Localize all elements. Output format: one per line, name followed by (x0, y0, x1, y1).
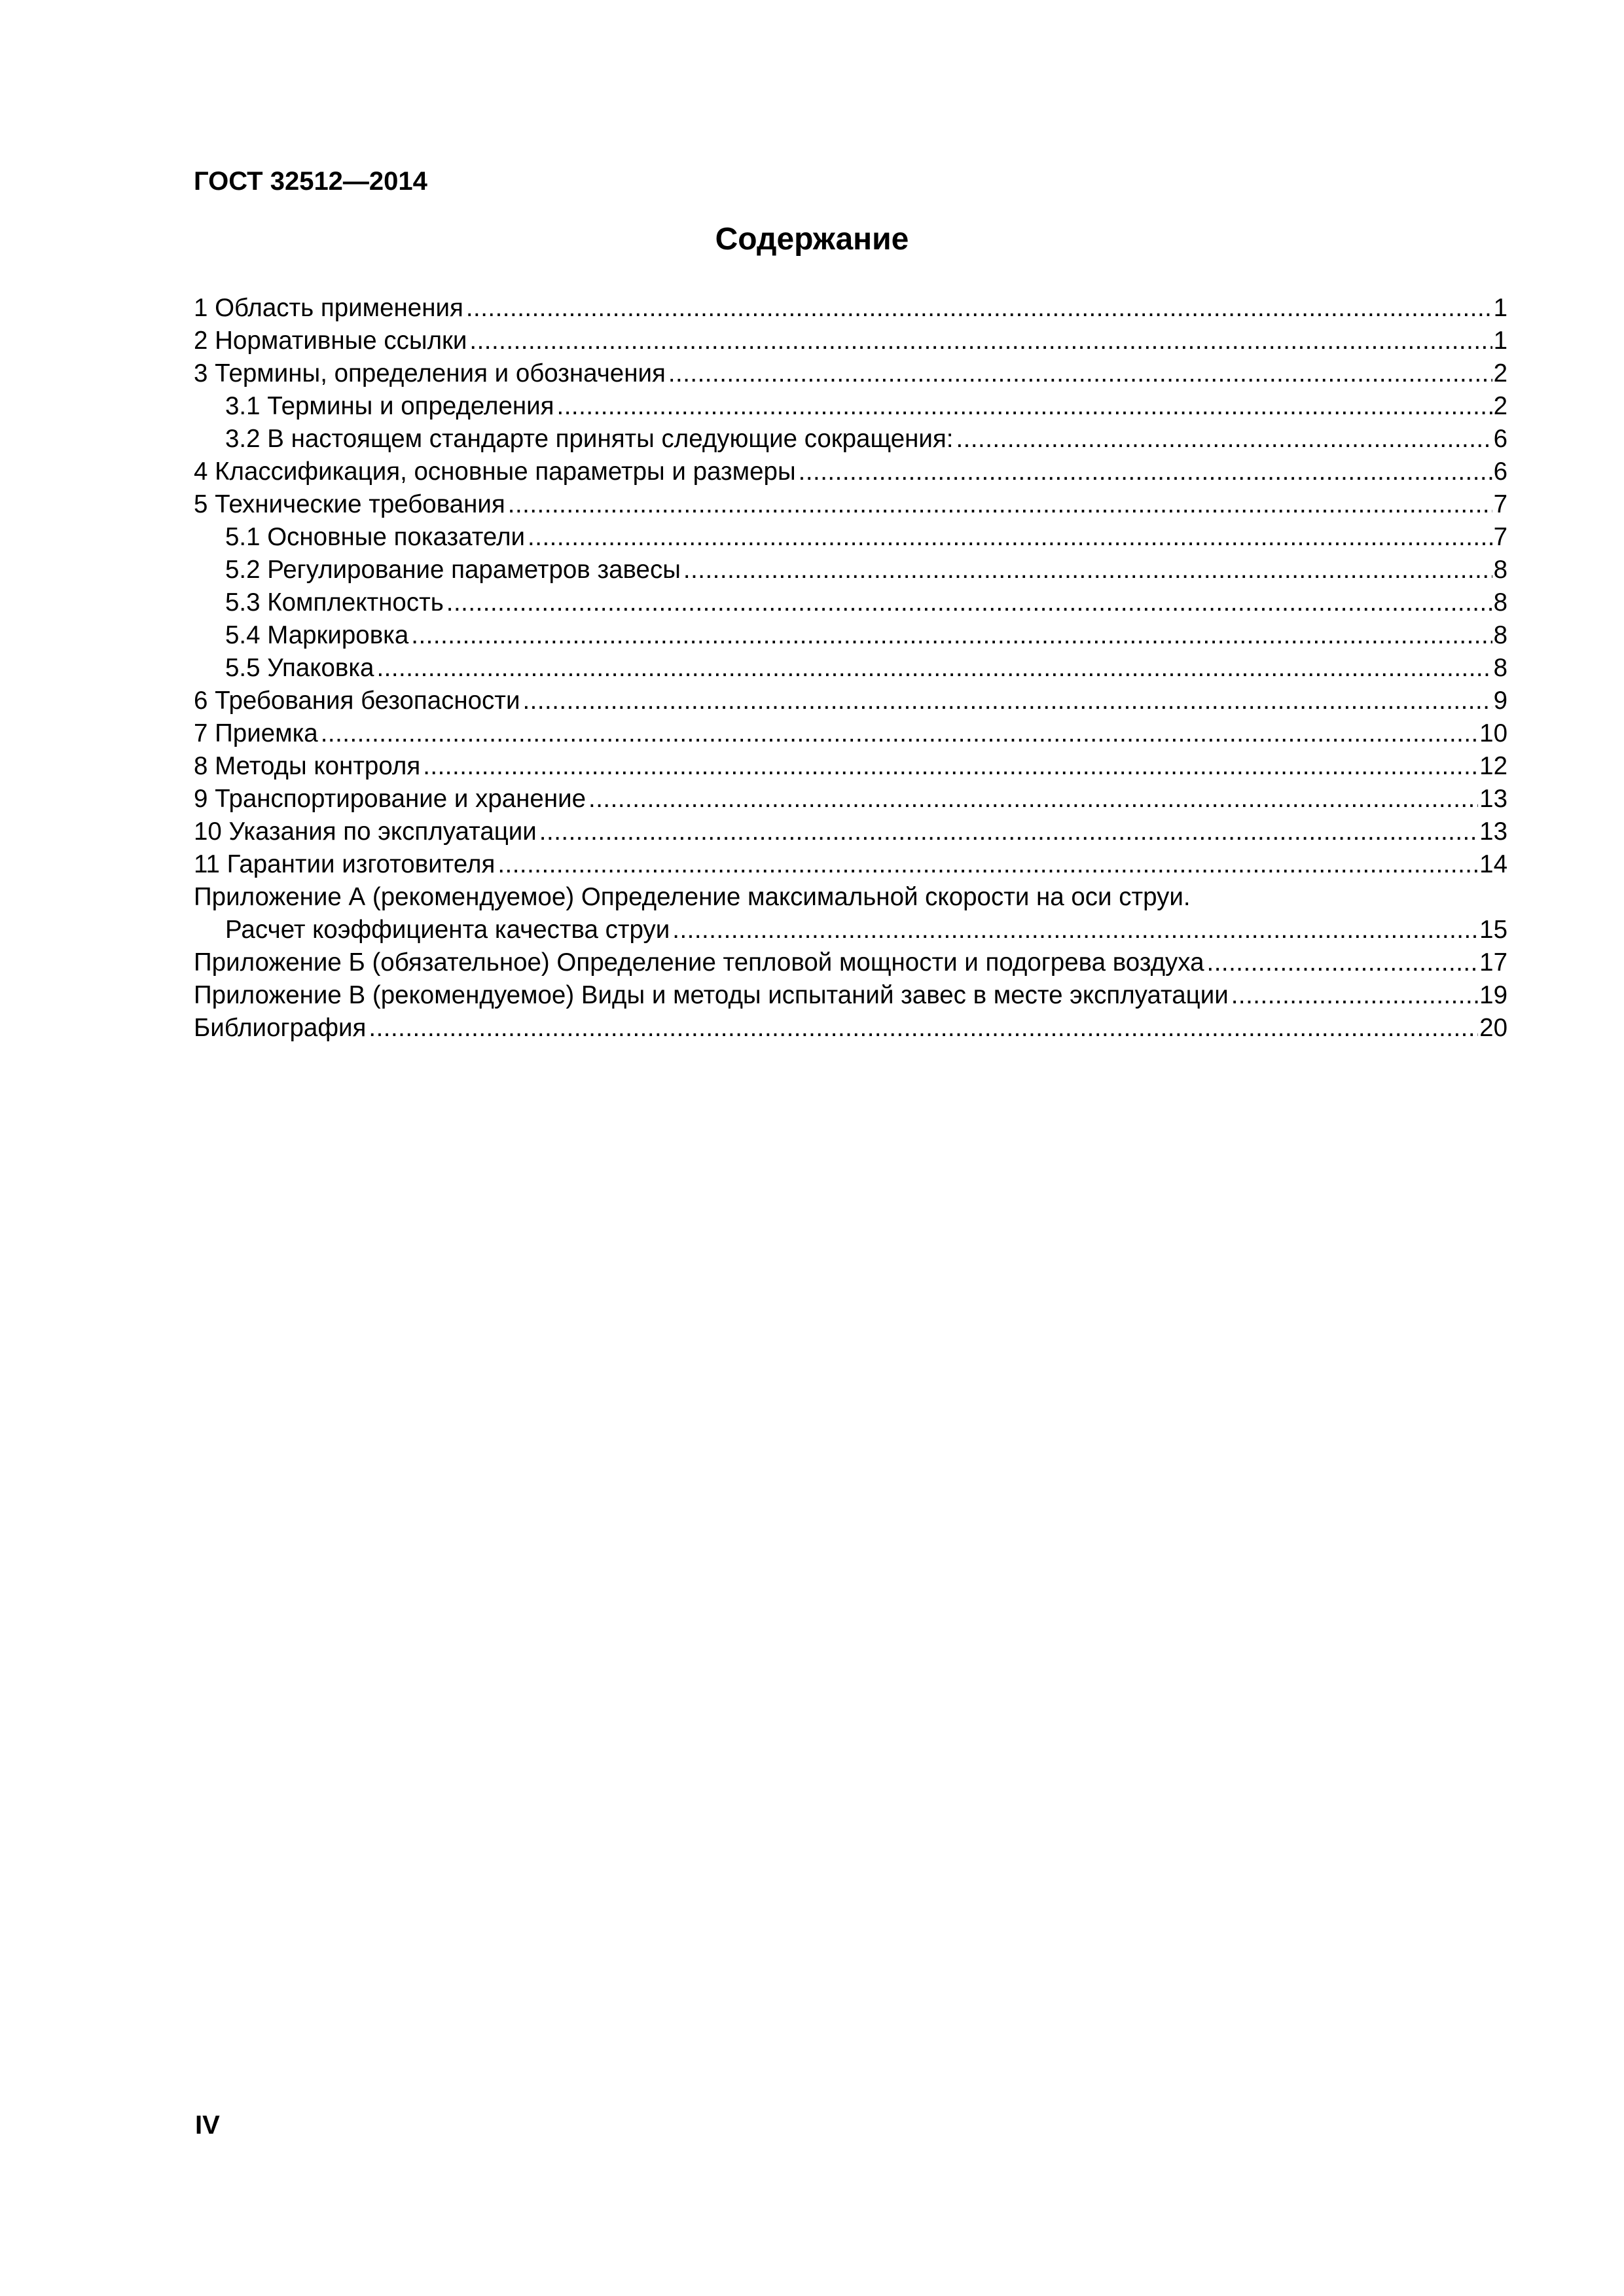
toc-dot-leader (799, 456, 1492, 488)
toc-entry[interactable] (194, 881, 1507, 914)
toc-entry-title: Приложение В (рекомендуемое) Виды и методы испытаний завес в месте эксплуатации (194, 981, 1229, 1009)
toc-entry[interactable] (194, 914, 1507, 946)
toc-entry-page: 8 (1493, 588, 1507, 617)
toc-entry[interactable] (194, 292, 1507, 325)
toc-entry-page: 10 (1479, 719, 1507, 747)
toc-entry-title: 5.5 Упаковка (225, 654, 374, 682)
toc-entry-page: 1 (1493, 294, 1507, 322)
toc-entry-page: 2 (1493, 392, 1507, 420)
toc-entry-title: Библиография (194, 1014, 367, 1042)
toc-dot-leader (557, 390, 1492, 423)
toc-entry[interactable] (194, 357, 1507, 390)
toc-dot-leader (588, 783, 1478, 816)
toc-entry-page: 7 (1493, 490, 1507, 518)
toc-dot-leader (683, 554, 1492, 586)
toc-entry[interactable] (194, 390, 1507, 423)
toc-entry-page: 7 (1493, 523, 1507, 551)
toc-entry-title: 2 Нормативные ссылки (194, 327, 467, 355)
toc-entry-title: Приложение Б (обязательное) Определение тепловой мощности и подогрева воздуха (194, 948, 1204, 977)
toc-entry[interactable] (194, 456, 1507, 488)
toc-dot-leader (528, 521, 1492, 554)
toc-entry-title: 5 Технические требования (194, 490, 505, 518)
toc-entry-page: 9 (1493, 687, 1507, 715)
toc-entry[interactable] (194, 1012, 1507, 1045)
toc-dot-leader (956, 423, 1492, 456)
toc-dot-leader (1231, 979, 1478, 1012)
toc-entry-page: 8 (1493, 621, 1507, 649)
toc-dot-leader (497, 848, 1478, 881)
toc-entry-page: 12 (1479, 752, 1507, 780)
toc-dot-leader (411, 619, 1492, 652)
toc-entry[interactable] (194, 979, 1507, 1012)
toc-dot-leader (321, 717, 1478, 750)
toc-dot-leader (668, 357, 1492, 390)
toc-entry-title: 5.3 Комплектность (225, 588, 444, 617)
table-of-contents (194, 292, 1507, 1045)
toc-entry-title: 3.2 В настоящем стандарте приняты следующие сокращения: (225, 425, 954, 453)
toc-entry[interactable] (194, 554, 1507, 586)
toc-entry[interactable] (194, 325, 1507, 357)
toc-entry[interactable] (194, 750, 1507, 783)
toc-entry-title: 6 Требования безопасности (194, 687, 520, 715)
toc-entry[interactable] (194, 848, 1507, 881)
toc-dot-leader (508, 488, 1492, 521)
toc-entry-title: 5.2 Регулирование параметров завесы (225, 556, 681, 584)
toc-entry[interactable] (194, 783, 1507, 816)
toc-entry-title: Приложение А (рекомендуемое) Определение максимальной скорости на оси струи. (194, 883, 1191, 911)
toc-entry-title: 7 Приемка (194, 719, 318, 747)
toc-entry[interactable] (194, 816, 1507, 848)
toc-entry-page: 14 (1479, 850, 1507, 878)
toc-entry-title: 3 Термины, определения и обозначения (194, 359, 666, 387)
toc-entry-title: 8 Методы контроля (194, 752, 421, 780)
toc-entry-page: 20 (1479, 1014, 1507, 1042)
toc-entry-page: 13 (1479, 785, 1507, 813)
toc-entry-page: 17 (1479, 948, 1507, 977)
toc-entry-page: 8 (1493, 556, 1507, 584)
toc-dot-leader (446, 586, 1492, 619)
toc-entry-title: 3.1 Термины и определения (225, 392, 554, 420)
toc-entry-page: 1 (1493, 327, 1507, 355)
toc-entry-title: 9 Транспортирование и хранение (194, 785, 586, 813)
toc-entry[interactable] (194, 521, 1507, 554)
toc-entry-title: 11 Гарантии изготовителя (194, 850, 496, 878)
toc-dot-leader (469, 325, 1492, 357)
page-number: IV (195, 2111, 220, 2140)
toc-entry-title: 10 Указания по эксплуатации (194, 817, 537, 846)
toc-dot-leader (466, 292, 1492, 325)
toc-entry-page: 15 (1479, 916, 1507, 944)
toc-dot-leader (376, 652, 1492, 685)
toc-entry[interactable] (194, 652, 1507, 685)
toc-entry[interactable] (194, 423, 1507, 456)
toc-entry-page: 2 (1493, 359, 1507, 387)
toc-entry[interactable] (194, 619, 1507, 652)
toc-dot-leader (1207, 946, 1479, 979)
toc-entry[interactable] (194, 488, 1507, 521)
toc-dot-leader (423, 750, 1478, 783)
toc-dot-leader (672, 914, 1478, 946)
toc-entry-page: 13 (1479, 817, 1507, 846)
toc-entry[interactable] (194, 685, 1507, 717)
toc-entry[interactable] (194, 946, 1507, 979)
toc-entry[interactable] (194, 717, 1507, 750)
toc-entry-title: Расчет коэффициента качества струи (225, 916, 670, 944)
toc-entry-page: 6 (1493, 425, 1507, 453)
document-code: ГОСТ 32512—2014 (194, 167, 427, 196)
toc-entry-title: 1 Область применения (194, 294, 463, 322)
toc-entry-page: 6 (1493, 457, 1507, 486)
toc-entry-page: 19 (1479, 981, 1507, 1009)
toc-title: Содержание (715, 222, 909, 257)
toc-dot-leader (522, 685, 1492, 717)
toc-entry-title: 4 Классификация, основные параметры и размеры (194, 457, 796, 486)
toc-entry-title: 5.1 Основные показатели (225, 523, 526, 551)
toc-dot-leader (539, 816, 1478, 848)
toc-entry-page: 8 (1493, 654, 1507, 682)
toc-entry-title: 5.4 Маркировка (225, 621, 409, 649)
toc-dot-leader (369, 1012, 1478, 1045)
toc-entry[interactable] (194, 586, 1507, 619)
